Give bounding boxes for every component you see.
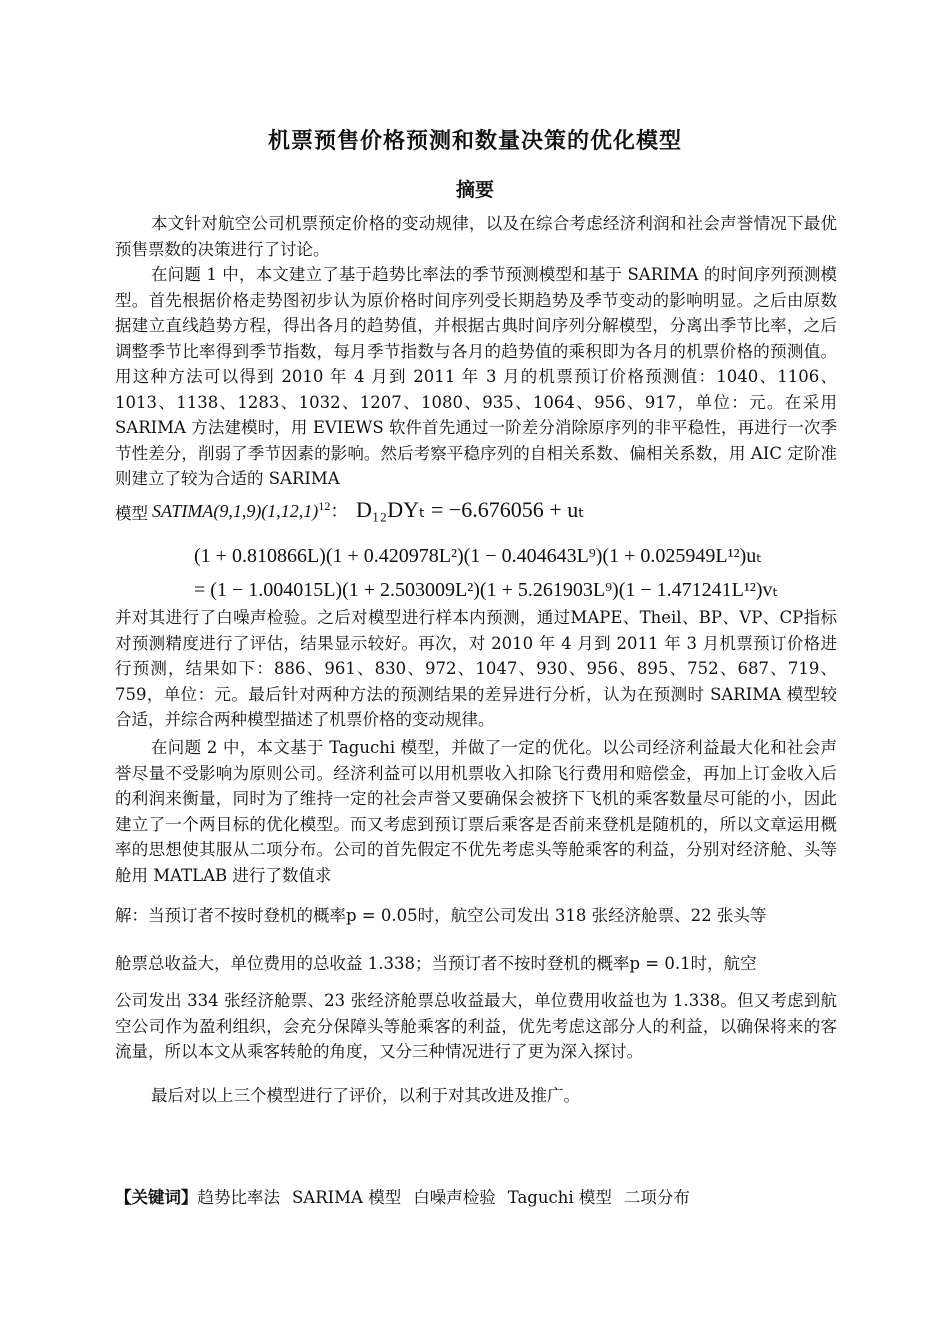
paper-title: 机票预售价格预测和数量决策的优化模型 <box>267 129 682 154</box>
keyword-item: Taguchi 模型 <box>507 1188 612 1207</box>
equation-3: = (1 − 1.004015L)(1 + 2.503009L²)(1 + 5.261903L⁹)(1 − 1.471241L¹²)vₜ <box>194 579 779 601</box>
model-colon: ： <box>330 501 349 521</box>
model-name-formula <box>152 497 348 523</box>
abstract-paragraph-3: 并对其进行了白噪声检验。之后对模型进行样本内预测，通过MAPE、Theil、BP、VP、CP指标对预测精度进行了评估，结果显示较好。再次，对 2010 年 4 月到 2011 年 3 月机票预订价格进行预测，结果如下：886、961、830、972、1047、930、956、895、752、687、719、759，单位：元。最后针对两种方法的预测结果的差异进行分析，认为在预测时 SARIMA 模型较合适，并综合两种模型描述了机票价格的变动规律。 <box>115 608 837 729</box>
model-prefix: 模型 <box>115 504 148 523</box>
abstract-paragraph-6: 最后对以上三个模型进行了评价，以利于对其改进及推广。 <box>151 1086 580 1105</box>
abstract-paragraph-4: 在问题 2 中，本文基于 Taguchi 模型，并做了一定的优化。以公司经济利益最大化和社会声誉尽量不受影响为原则公司。经济利益可以用机票收入扣除飞行费用和赔偿金，再加上订金收入后的利润来衡量，同时为了维持一定的社会声誉又要确保会被挤下飞机的乘客数量尽可能的小，因此建立了一个两目标的优化模型。而又考虑到预订票后乘客是否前来登机是随机的，所以文章运用概率的思想使其服从二项分布。公司的首先假定不优先考虑头等舱乘客的利益，分别对经济舱、头等舱用 MATLAB 进行了数值求 <box>115 738 837 885</box>
abstract-heading: 摘要 <box>455 179 494 201</box>
keywords-label: 【关键词】 <box>115 1188 198 1207</box>
keyword-item: 二项分布 <box>623 1188 690 1207</box>
equation-1: D₁₂DYₜ = −6.676056 + uₜ <box>356 497 585 522</box>
equation-2: (1 + 0.810866L)(1 + 0.420978L²)(1 − 0.404643L⁹)(1 + 0.025949L¹²)uₜ <box>194 545 763 567</box>
keyword-item: SARIMA 模型 <box>292 1188 402 1207</box>
abstract-paragraph-2: 在问题 1 中，本文建立了基于趋势比率法的季节预测模型和基于 SARIMA 的时间序列预测模型。首先根据价格走势图初步认为原价格时间序列受长期趋势及季节变动的影响明显。之后由原数据建立直线趋势方程，得出各月的趋势值，并根据古典时间序列分解模型，分离出季节比率，之后调整季节比率得到季节指数，每月季节指数与各月的趋势值的乘积即为各月的机票价格的预测值。用这种方法可以得到 2010 年 4 月到 2011 年 3 月的机票预订价格预测值：1040、1106、1013、1138、1283、1032、1207、1080、935、1064、956、917，单位：元。在采用 SARIMA 方法建模时，用 EVIEWS 软件首先通过一阶差分消除原序列的非平稳性，再进行一次季节性差分，削弱了季节因素的影响。然后考察平稳序列的自相关系数、偏相关系数，用 AIC 定阶准则建立了较为合适的 SARIMA <box>115 265 837 488</box>
abstract-paragraph-4-line-3: 舱票总收益大，单位费用的总收益 1.338；当预订者不按时登机的概率p = 0.1时，航空 <box>115 954 757 973</box>
abstract-paragraph-1: 本文针对航空公司机票预定价格的变动规律，以及在综合考虑经济利润和社会声誉情况下最优预售票数的决策进行了讨论。 <box>115 214 837 259</box>
model-name: SATIMA(9,1,9)(1,12,1) <box>152 501 319 521</box>
keyword-item: 白噪声检验 <box>413 1188 496 1207</box>
abstract-paragraph-5: 公司发出 334 张经济舱票、23 张经济舱票总收益最大，单位费用收益也为 1.338。但又考虑到航空公司作为盈利组织，会充分保障头等舱乘客的利益，优先考虑这部分人的利益，以确保将来的客流量，所以本文从乘客转舱的角度，又分三种情况进行了更为深入探讨。 <box>115 991 837 1061</box>
keywords-line <box>115 1184 835 1208</box>
keyword-item: 趋势比率法 <box>197 1188 280 1207</box>
model-sup: 12 <box>318 499 331 513</box>
abstract-paragraph-4-line-2: 解：当预订者不按时登机的概率p = 0.05时，航空公司发出 318 张经济舱票、22 张头等 <box>115 906 767 925</box>
